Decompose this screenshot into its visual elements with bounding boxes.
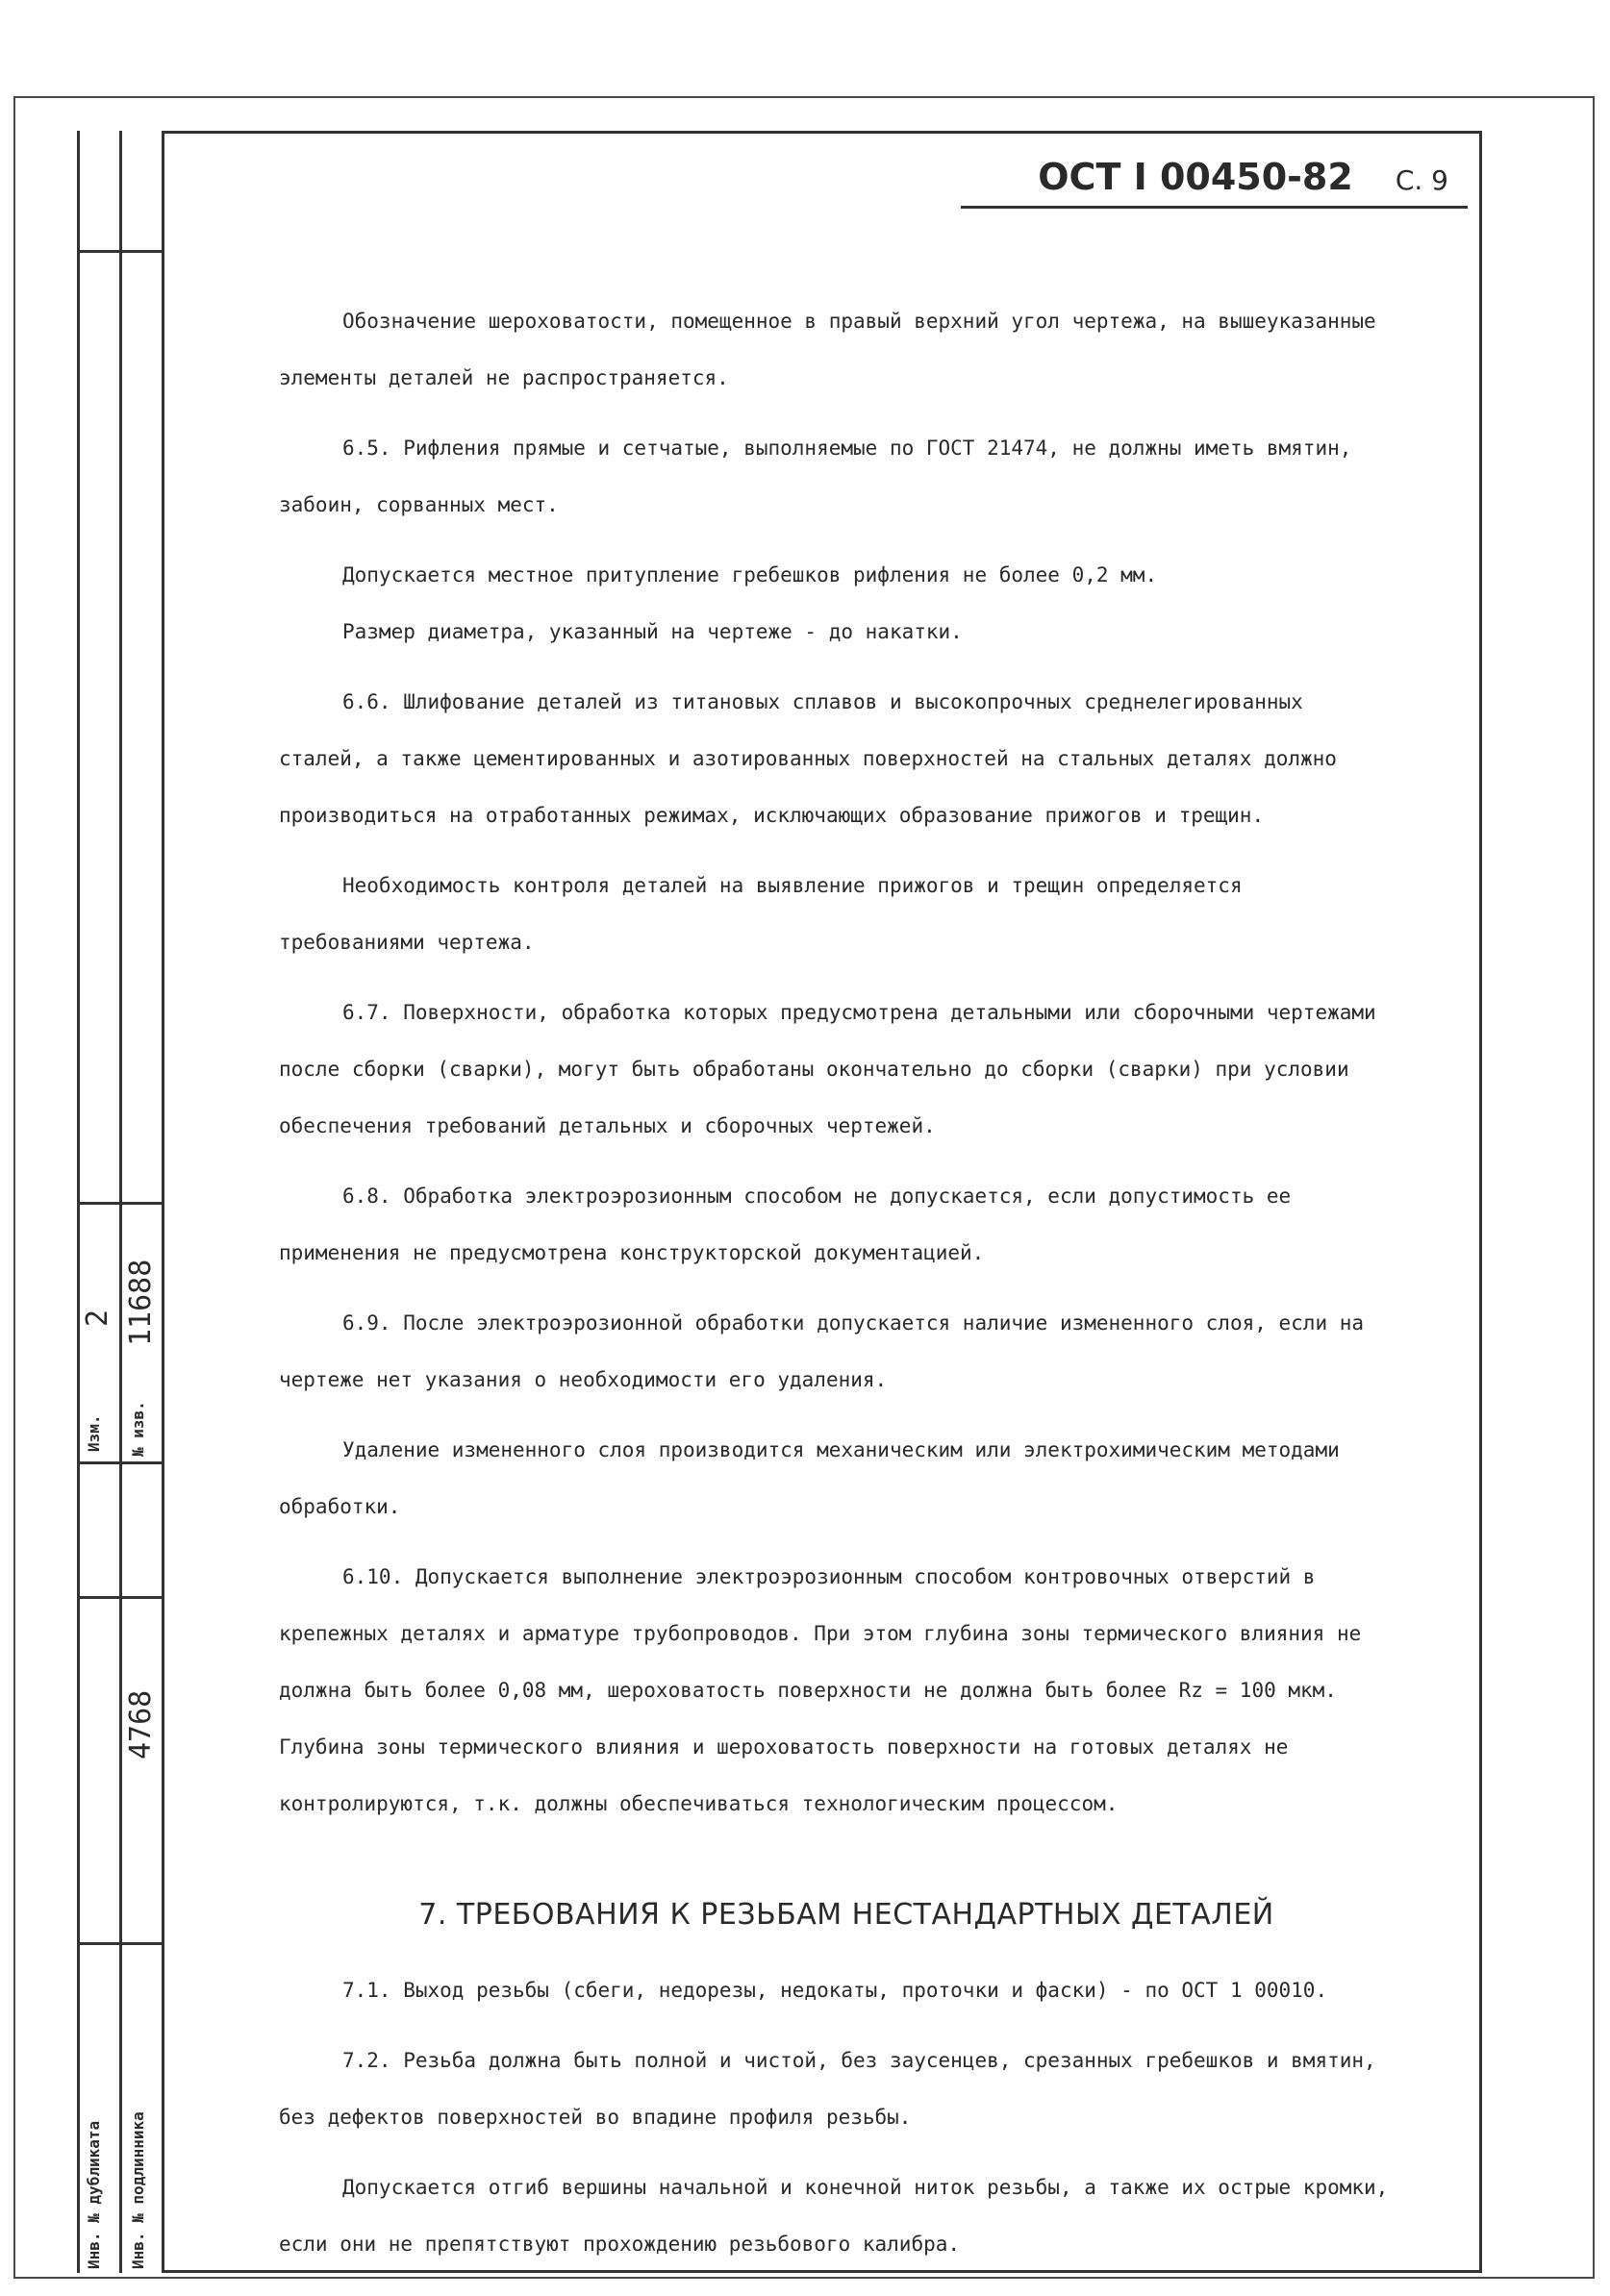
paragraph: Допускается местное притупление гребешков рифления не более 0,2 мм.	[342, 563, 1158, 586]
paragraph: 6.10. Допускается выполнение электроэрозионным способом контровочных отверстий в крепежных деталях и арматуре трубопроводов. При этом глубина зоны термического влияния не должна быть более 0,08 мм, шероховатость поверхности не должна быть более Rz = 100 мкм. Глубина зоны термического влияния и шероховатость поверхности на готовых деталях не контролируются, т.к. должны обеспечиваться технологическим процессом.	[279, 1565, 1362, 1815]
paragraph: Удаление измененного слоя производится механическим или электрохимическим методами обработки.	[279, 1438, 1340, 1518]
paragraph: 6.5. Рифления прямые и сетчатые, выполняемые по ГОСТ 21474, не должны иметь вмятин, забоин, сорванных мест.	[279, 437, 1352, 516]
paragraph: 6.7. Поверхности, обработка которых предусмотрена детальными или сборочными чертежами после сборки (сварки), могут быть обработаны окончательно до сборки (сварки) при условии обеспечения требований детальных и сборочных чертежей.	[279, 1001, 1376, 1137]
page-number: С. 9	[1395, 164, 1448, 196]
duplicate-inventory-label: Инв. № дубликата	[85, 2120, 103, 2269]
paragraph: Необходимость контроля деталей на выявление прижогов и трещин определяется требованиями чертежа.	[279, 874, 1243, 954]
margin-cell-divider	[77, 1461, 162, 1464]
paragraph: Обозначение шероховатости, помещенное в правый верхний угол чертежа, на вышеуказанные элементы деталей не распространяется.	[279, 310, 1376, 389]
change-value: 2	[81, 1309, 114, 1327]
paragraph: 6.6. Шлифование деталей из титановых сплавов и высокопрочных среднелегированных сталей, а также цементированных и азотированных поверхностей на стальных деталях должно производиться на отработанных режимах, исключающих образование прижогов и трещин.	[279, 690, 1337, 827]
margin-cell-divider	[77, 1202, 162, 1205]
margin-cell-divider	[77, 1596, 162, 1599]
notice-value: 11688	[124, 1259, 158, 1346]
paragraph: 6.8. Обработка электроэрозионным способом не допускается, если допустимость ее применения не предусмотрена конструкторской документацией.	[279, 1185, 1292, 1264]
original-inventory-label: Инв. № подлинника	[129, 2111, 147, 2269]
notice-label: № изв.	[129, 1401, 147, 1457]
paragraph: Размер диаметра, указанный на чертеже - до накатки.	[342, 620, 963, 643]
page-header	[961, 156, 1468, 209]
paragraph: 7.1. Выход резьбы (сбеги, недорезы, недокаты, проточки и фаски) - по ОСТ 1 00010.	[342, 1979, 1328, 2002]
paragraph: 6.9. После электроэрозионной обработки допускается наличие измененного слоя, если на чертеже нет указания о необходимости его удаления.	[279, 1311, 1365, 1391]
margin-cell-divider	[77, 250, 162, 253]
margin-cell-divider	[77, 1942, 162, 1945]
paragraph: Допускается отгиб вершины начальной и конечной ниток резьбы, а также их острые кромки, если они не препятствуют прохождению резьбового калибра.	[279, 2176, 1389, 2256]
section-heading: 7. ТРЕБОВАНИЯ К РЕЗЬБАМ НЕСТАНДАРТНЫХ ДЕТАЛЕЙ	[418, 1898, 1274, 1932]
document-body	[279, 293, 1395, 2286]
original-inventory-value: 4768	[124, 1689, 158, 1759]
document-code: ОСТ I 00450-82	[1038, 156, 1353, 198]
paragraph: 7.2. Резьба должна быть полной и чистой, без заусенцев, срезанных гребешков и вмятин, без дефектов поверхностей во впадине профиля резьбы.	[279, 2049, 1376, 2129]
change-label: Изм.	[85, 1414, 103, 1452]
